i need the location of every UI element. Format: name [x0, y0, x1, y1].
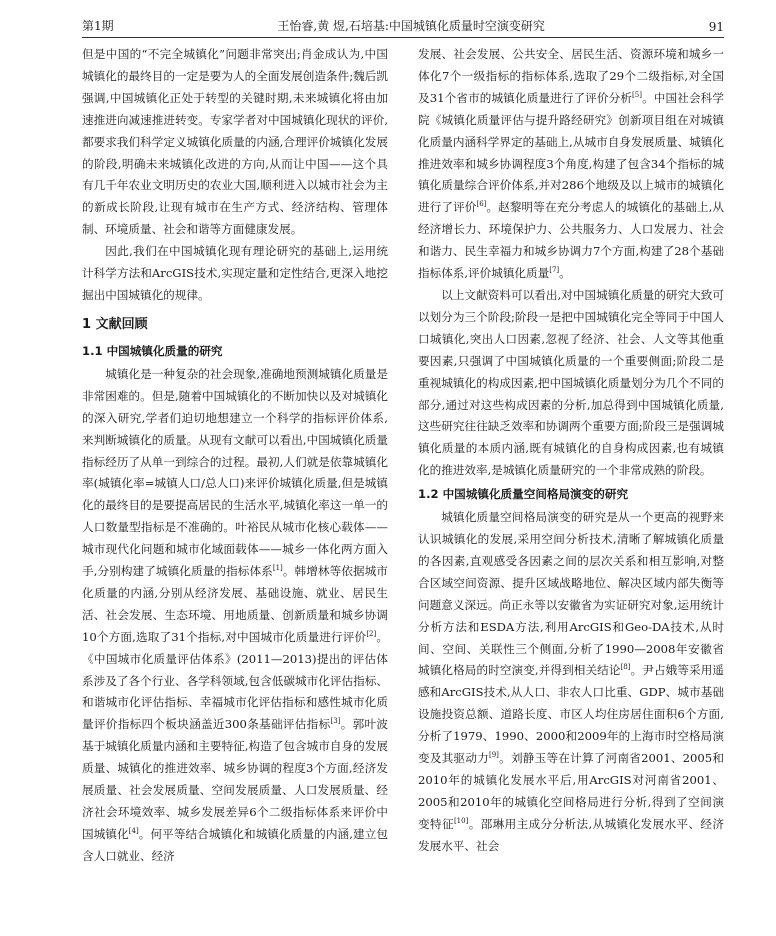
paragraph: 因此,我们在中国城镇化现有理论研究的基础上,运用统计科学方法和ArcGIS技术,实现定量和定性结合,更深入地挖掘出中国城镇化的规律。 [82, 244, 388, 302]
paragraph [82, 364, 388, 868]
paragraph: 但是中国的“不完全城镇化”问题非常突出;肖金成认为,中国城镇化的最终目的一定是要为人的全面发展创造条件;魏后凯强调,中国城镇化正处于转型的关键时期,未来城镇化将由加速推进向减速推进转变。专家学者对中国城镇化现状的评价,都要求我们科学定义城镇化质量的内涵,合理评价城镇化发展的阶段,明确未来城镇化改进的方向,从而让中国——这个具有几千年农业文明历史的农业大国,顺利进入以城市社会为主的新成长阶段,让现有城市在生产方式、经济结构、管理体制、环境质量、社会和谐等方面健康发展。 [82, 47, 388, 237]
paragraph: 以上文献资料可以看出,对中国城镇化质量的研究大致可以划分为三个阶段;阶段一是把中国城镇化完全等同于中国人口城镇化,突出人口因素,忽视了经济、社会、人文等其他重要因素,只强调了中国城镇化质量的一个重要侧面;阶段二是重视城镇化的构成因素,把中国城镇化质量划分为几个不同的部分,通过对这些构成因素的分析,加总得到中国城镇化质量,这些研究往往缺乏效率和协调两个重要方面;阶段三是强调城镇化质量的本质内涵,既有城镇化的自身构成因素,也有城镇化的推进效率,是城镇化质量研究的一个非常成熟的阶段。 [418, 287, 724, 478]
citation-ref[interactable]: [8] [620, 663, 631, 672]
two-column-body [82, 44, 724, 930]
citation-ref[interactable]: [4] [128, 827, 139, 836]
citation-ref[interactable]: [2] [366, 629, 377, 638]
right-column [418, 44, 724, 930]
paragraph [418, 507, 724, 858]
text-run: 。韩增林等依据城市化质量的内涵,分别从经济发展、基础设施、就业、居民生活、社会发展、生态环境、用地质量、创新质量和城乡协调10个方面,选取了31个指标,对中国城市化质量进行评价 [82, 564, 388, 644]
section-heading-1-1: 1.1 中国城镇化质量的研究 [82, 343, 223, 358]
text-run: 。 [559, 266, 571, 281]
section-heading-1: 1 文献回顾 [82, 316, 148, 332]
page-number: 91 [708, 20, 724, 34]
citation-ref[interactable]: [3] [330, 717, 341, 726]
article-header-title: 王怡睿,黄 煜,石培基:中国城镇化质量时空演变研究 [277, 19, 545, 33]
citation-ref[interactable]: [9] [488, 751, 499, 760]
text-run: 城镇化是一种复杂的社会现象,准确地预测城镇化质量是非常困难的。但是,随着中国城镇化的不断加快以及对城镇化的深入研究,学者们迫切地想建立一个科学的指标评价体系,来判断城镇化的质量。从现有文献可以看出,中国城镇化质量指标经历了从单一到综合的过程。最初,人们就是依靠城镇化率(城镇化率=城镇人口/总人口)来评价城镇化质量,但是城镇化的最终目的是要提高居民的生活水平,城镇化率这一单一的人口数量型指标是不准确的。叶裕民从城市化核心载体——城市现代化问题和城市化域面载体——城乡一体化两方面入手,分别构建了城镇化质量的指标体系 [82, 366, 388, 579]
section-heading-1-2: 1.2 中国城镇化质量空间格局演变的研究 [418, 487, 629, 502]
citation-ref[interactable]: [5] [632, 90, 642, 99]
paragraph [418, 44, 724, 285]
text-run: 。中国社会科学院《城镇化质量评估与提升路经研究》创新项目组在对城镇化质量内涵科学界定的基础上,从城市自身发展质量、城镇化推进效率和城乡协调程度3个角度,构建了包含34个指标的城镇化质量综合评价体系,并对286个地级及以上城市的城镇化进行了评价 [418, 90, 724, 215]
text-run: 。邵琳用主成分分析法,从城镇化发展水平、经济发展水平、社会 [418, 816, 724, 853]
text-run: 。《中国城市化质量评估体系》(2011—2013)提出的评估体系涉及了各个行业、各学科领域,包含低碳城市化评估指标、和谐城市化评估指标、幸福城市化评估指标和感性城市化质量评价指标四个板块涵盖近300条基础评估指标 [82, 629, 388, 732]
running-header [82, 12, 724, 38]
left-column [82, 44, 388, 930]
text-run: 。赵黎明等在充分考虑人的城镇化的基础上,从经济增长力、环境保护力、公共服务力、人口发展力、社会和谐力、民生幸福力和城乡协调力7个方面,构建了28个基础指标体系,评价城镇化质量 [418, 200, 724, 281]
text-run: 。刘静玉等在计算了河南省2001、2005和2010年的城镇化发展水平后,用ArcGIS对河南省2001、2005和2010年的城镇化空间格局进行分析,得到了空间演变特征 [418, 751, 724, 831]
citation-ref[interactable]: [1] [272, 564, 283, 573]
text-run: 城镇化质量空间格局演变的研究是从一个更高的视野来认识城镇化的发展,采用空间分析技术,清晰了解城镇化质量的各因素,直观感受各因素之间的层次关系和相互影响,对整合区域空间资源、提升区域战略地位、解决区域内部失衡等问题意义深远。尚正永等以安徽省为实证研究对象,运用统计分析方法和ESDA方法,利用ArcGIS和Geo-DA技术,从时间、空间、关联性三个侧面,分析了1990—2008年安徽省城镇化格局的时空演变,并得到相关结论 [418, 510, 724, 678]
citation-ref[interactable]: [6] [476, 200, 487, 209]
text-run: 发展、社会发展、公共安全、居民生活、资源环境和城乡一体化7个一级指标的指标体系,选取了29个二级指标,对全国及31个省市的城镇化质量进行了评价分析 [418, 47, 724, 105]
text-run: 。郭叶波基于城镇化质量内涵和主要特征,构造了包含城市自身的发展质量、城镇化的推进效率、城乡协调的程度3个方面,经济发展质量、社会发展质量、空间发展质量、人口发展质量、经济社会环境效率、城乡发展差异6个二级指标体系来评价中国城镇化 [82, 717, 388, 841]
citation-ref[interactable]: [7] [549, 266, 560, 275]
text-run: 。尹占娥等采用遥感和ArcGIS技术,从人口、非农人口比重、GDP、城市基础设施投资总额、道路长度、市区人均住房居住面积6个方面,分析了1979、1990、2000和2009年的上海市时空格局演变及其驱动力 [418, 663, 724, 766]
text-run: 。何平等结合城镇化和城镇化质量的内涵,建立包含人口就业、经济 [82, 826, 388, 863]
citation-ref[interactable]: [10] [453, 816, 469, 825]
issue-label: 第1期 [82, 19, 114, 33]
